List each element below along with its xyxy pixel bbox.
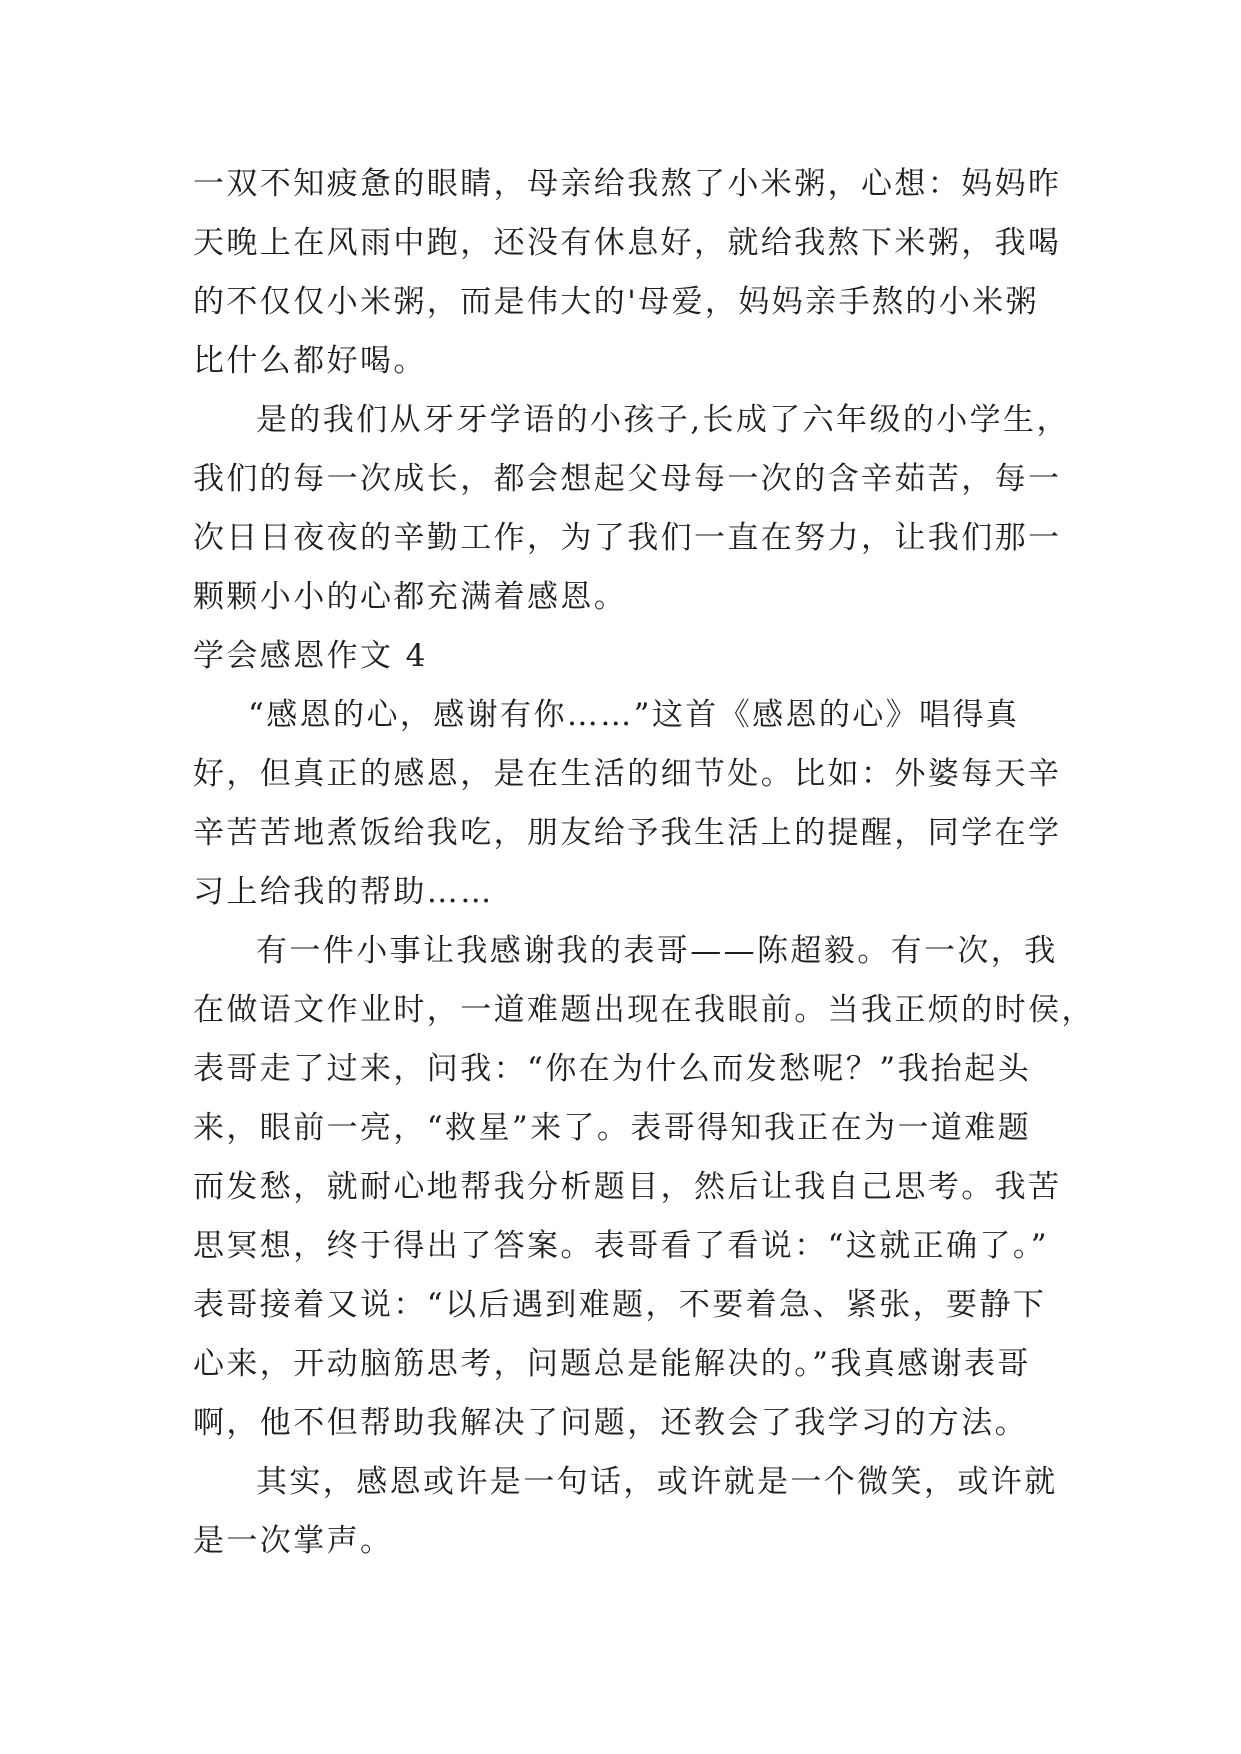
text-line: 颗颗小小的心都充满着感恩。	[193, 579, 628, 615]
text-line: 次日日夜夜的辛勤工作，为了我们一直在努力，让我们那一	[193, 520, 1062, 556]
text-line: 而发愁，就耐心地帮我分析题目，然后让我自己思考。我苦	[193, 1169, 1062, 1205]
paragraph	[193, 391, 1070, 627]
text-line: 有一件小事让我感谢我的表哥——陈超毅。有一次，我	[256, 933, 1058, 969]
document-body	[193, 155, 1095, 1571]
text-line: 一双不知疲惫的眼睛，母亲给我熬了小米粥，心想：妈妈昨	[193, 166, 1062, 202]
text-line: 来，眼前一亮，“救星”来了。表哥得知我正在为一道难题	[193, 1110, 1032, 1146]
heading-line: 学会感恩作文 4	[193, 638, 428, 674]
text-line: 比什么都好喝。	[193, 343, 427, 379]
paragraph	[193, 1453, 1058, 1571]
text-line: 辛苦苦地煮饭给我吃，朋友给予我生活上的提醒，同学在学	[193, 815, 1062, 851]
text-line: “感恩的心，感谢有你……”这首《感恩的心》唱得真	[248, 697, 1020, 733]
text-line: 表哥走了过来，问我：“你在为什么而发愁呢？”我抬起头	[193, 1051, 1032, 1087]
text-line: 天晚上在风雨中跑，还没有休息好，就给我熬下米粥，我喝	[193, 225, 1062, 261]
text-line: 思冥想，终于得出了答案。表哥看了看说：“这就正确了。”	[193, 1228, 1049, 1264]
paragraph	[193, 922, 1095, 1453]
text-line: 在做语文作业时，一道难题出现在我眼前。当我正烦的时侯，	[193, 992, 1095, 1028]
text-line: 我们的每一次成长，都会想起父母每一次的含辛茹苦，每一	[193, 461, 1062, 497]
text-line: 表哥接着又说：“以后遇到难题，不要着急、紧张，要静下	[193, 1287, 1047, 1323]
paragraph	[193, 686, 1062, 922]
section-heading	[193, 627, 1053, 686]
text-line: 心来，开动脑筋思考，问题总是能解决的。”我真感谢表哥	[193, 1346, 1031, 1382]
text-line: 的不仅仅小米粥，而是伟大的'母爱，妈妈亲手熬的小米粥	[193, 284, 1039, 320]
paragraph-continuation	[193, 155, 1062, 391]
text-line: 啊，他不但帮助我解决了问题，还教会了我学习的方法。	[193, 1405, 1028, 1441]
text-line: 是一次掌声。	[193, 1523, 394, 1559]
text-line: 是的我们从牙牙学语的小孩子,长成了六年级的小学生，	[256, 402, 1070, 438]
text-line: 习上给我的帮助……	[193, 874, 494, 910]
text-line: 好，但真正的感恩，是在生活的细节处。比如：外婆每天辛	[193, 756, 1062, 792]
text-line: 其实，感恩或许是一句话，或许就是一个微笑，或许就	[256, 1464, 1058, 1500]
